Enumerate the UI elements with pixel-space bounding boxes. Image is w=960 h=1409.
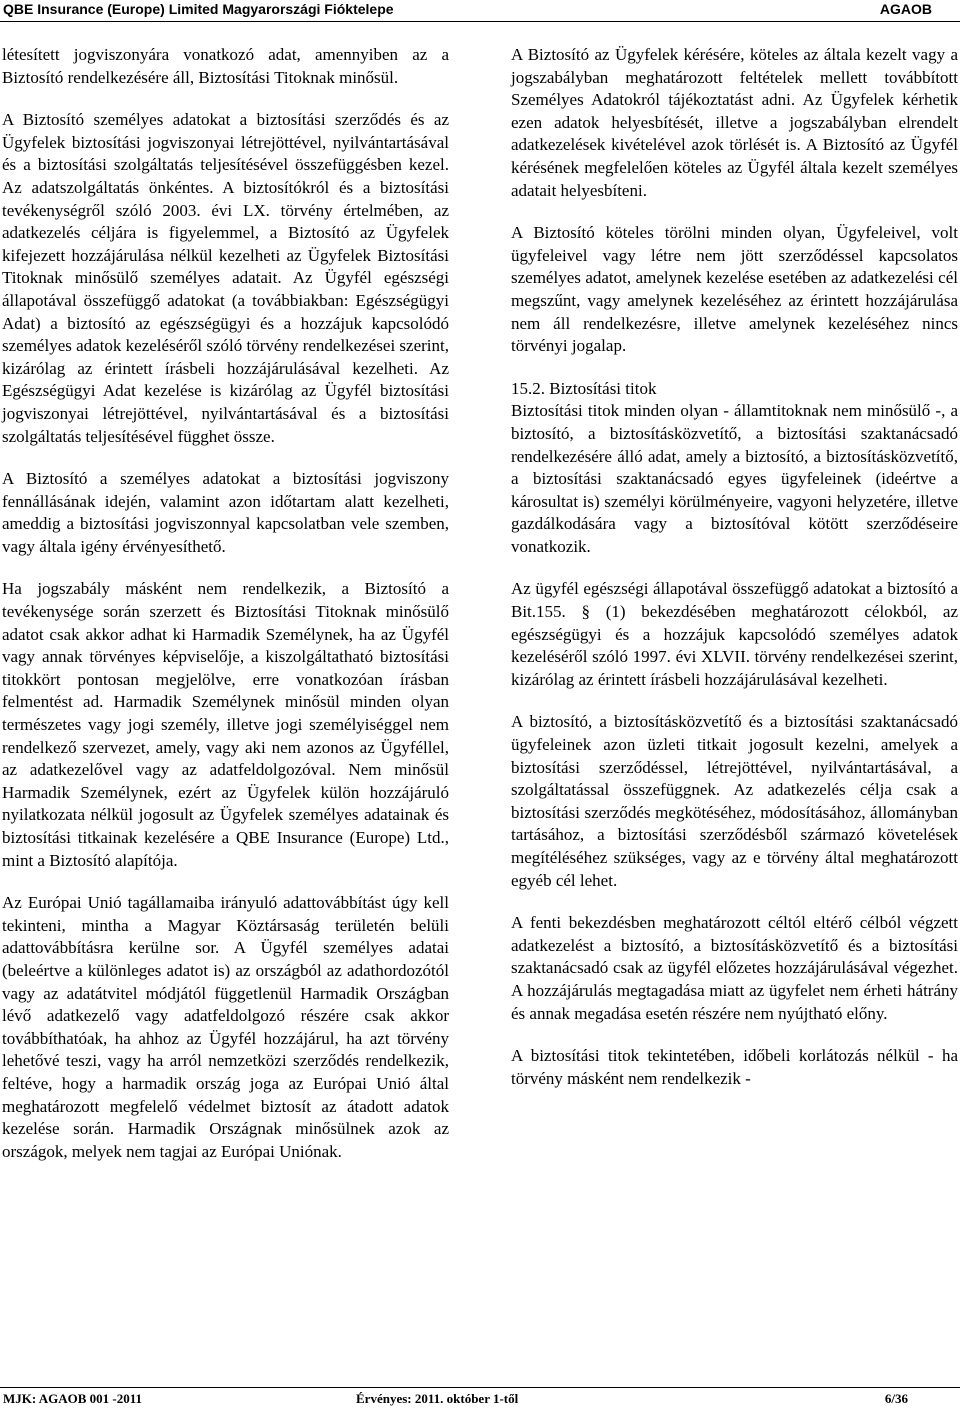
paragraph: A Biztosító a személyes adatokat a biztosítási jogviszony fennállásának idején, valamint azon időtartam alatt kezelheti, ameddig a biztosítási jogviszonnyal kapcsolatban vele szemben, vagy általa igény érvényesíthető. (2, 469, 449, 556)
paragraph: A fenti bekezdésben meghatározott céltól eltérő célból végzett adatkezelést a biztosító, a biztosításközvetítő és a biztosítási szaktanácsadó csak az ügyfél előzetes hozzájárulásával végezhet. A hozzájárulás megtagadása miatt az ügyfelet nem érheti hátrány és annak megadása esetén részére nem nyújtható előny. (511, 913, 958, 1023)
paragraph: Ha jogszabály másként nem rendelkezik, a Biztosító a tevékenysége során szerzett és Biztosítási Titoknak minősülő adatot csak akkor adhat ki Harmadik Személynek, ha az Ügyfél vagy annak törvényes képviselője, a kiszolgáltatható biztosítási titokkört pontosan megjelölve, erre vonatkozóan írásban felmentést ad. Harmadik Személynek minősül minden olyan természetes vagy jogi személy, illetve jogi személyiséggel nem rendelkező szervezet, amely, vagy aki nem azonos az Ügyféllel, az adatkezelővel vagy az adatfeldolgozóval. Nem minősül Harmadik Személynek, ezért az Ügyfelek külön hozzájáruló nyilatkozata nélkül jogosult az Ügyfelek személyes adatainak és biztosítási titkainak kezelésére a QBE Insurance (Europe) Ltd., mint a Biztosító alapítója. (2, 579, 449, 870)
paragraph: A biztosító, a biztosításközvetítő és a biztosítási szaktanácsadó ügyfeleinek azon üzleti titkait jogosult kezelni, amelyek a biztosítási szerződéssel, létrejöttével, nyilvántartásával, a szolgáltatással összefüggnek. Az adatkezelés célja csak a biztosítási szerződés megkötéséhez, módosításához, állományban tartásához, a biztosítási szerződésből származó követelések megítéléséhez szükséges, vagy az e törvény által meghatározott egyéb cél lehet. (511, 712, 958, 890)
section-heading: 15.2. Biztosítási titok (511, 378, 657, 398)
paragraph: Biztosítási titok minden olyan - államtitoknak nem minősülő -, a biztosító, a biztosításközvetítő, a biztosítási szaktanácsadó rendelkezésére álló adat, amely a biztosító, a biztosításközvetítő, a biztosítási szaktanácsadó egyes ügyfeleinek (ideértve a károsultat is) személyi körülményeire, vagyoni helyzetére, illetve gazdálkodására vagy a biztosítóval kötött szerződéseire vonatkozik. (511, 401, 958, 556)
footer-page-number: 6/36 (884, 1391, 908, 1406)
paragraph: létesített jogviszonyára vonatkozó adat, amennyiben az a Biztosító rendelkezésére áll, Biztosítási Titoknak minősül. (2, 45, 449, 87)
paragraph: A Biztosító köteles törölni minden olyan, Ügyfeleivel, volt ügyfeleivel vagy létre nem jött szerződéssel kapcsolatos személyes adatot, amelynek kezelése esetében az adatkezelési cél megszűnt, vagy amelynek kezeléséhez az érintett hozzájárulása nem áll rendelkezésre, illetve amelynek kezeléséhez nincs törvényi jogalap. (511, 223, 958, 356)
right-column (511, 44, 958, 1090)
footer-validity-date: Érvényes: 2011. október 1-től (356, 1391, 519, 1406)
paragraph: A Biztosító az Ügyfelek kérésére, köteles az általa kezelt vagy a jogszabályban meghatározott feltételek mellett továbbított Személyes Adatokról tájékoztatást adni. Az Ügyfelek kérhetik ezen adatok helyesbítését, illetve a jogszabályban elrendelt adatkezelések kivételével azok törlését is. A Biztosító az Ügyfél kérésének megfelelően köteles az Ügyfél általa kezelt személyes adatait helyesbíteni. (511, 45, 958, 200)
paragraph: A biztosítási titok tekintetében, időbeli korlátozás nélkül - ha törvény másként nem rendelkezik - (511, 1046, 958, 1088)
page-footer (0, 1387, 960, 1409)
paragraph: Az Európai Unió tagállamaiba irányuló adattovábbítást úgy kell tekinteni, mintha a Magyar Köztársaság területén belüli adattovábbításra kerülne sor. A Ügyfél személyes adatai (beleértve a különleges adatot is) az országból az adathordozótól vagy az adatátvitel módjától függetlenül Harmadik Országban lévő adatkezelő vagy adatfeldolgozó részére csak akkor továbbíthatóak, ha ahhoz az Ügyfél hozzájárul, ha azt törvény lehetővé teszi, vagy ha arról nemzetközi szerződés rendelkezik, feltéve, hogy a harmadik ország joga az Európai Unió által meghatározott megfelelő védelmet biztosít az átadott adatok kezelése során. Harmadik Országnak minősülnek azok az országok, melyek nem tagjai az Európai Uniónak. (2, 893, 449, 1161)
left-column (2, 44, 449, 1163)
page-header (0, 0, 960, 22)
footer-document-id: MJK: AGAOB 001 -2011 (3, 1391, 143, 1406)
header-company-name: QBE Insurance (Europe) Limited Magyarországi Fióktelepe (3, 1, 394, 17)
paragraph: A Biztosító személyes adatokat a biztosítási szerződés és az Ügyfelek biztosítási jogviszonyai létrejöttével, nyilvántartásával és a biztosítási szolgáltatás teljesítésével összefüggésben kezel. Az adatszolgáltatás önkéntes. A biztosítókról és a biztosítási tevékenységről szóló 2003. évi LX. törvény értelmében, az adatkezelés céljára is figyelemmel, a Biztosító az Ügyfelek kifejezett hozzájárulása nélkül kezelheti az Ügyfelek Biztosítási Titoknak minősülő személyes adatait. Az Ügyfél egészségi állapotával összefüggő adatokat (a továbbiakban: Egészségügyi Adat) a biztosító az egészségügyi és a hozzájuk kapcsolódó személyes adatok kezeléséről szóló törvény rendelkezései szerint, kizárólag az érintett írásbeli hozzájárulásával kezelheti. Az Egészségügyi Adat kezelése is kizárólag az Ügyfél biztosítási jogviszonyai létrejöttével, nyilvántartásával és a biztosítási szolgáltatás teljesítésével függhet össze. (2, 110, 449, 446)
header-document-code: AGAOB (879, 1, 932, 17)
paragraph: Az ügyfél egészségi állapotával összefüggő adatokat a biztosító a Bit.155. § (1) bekezdésében meghatározott célokból, az egészségügyi és a hozzájuk kapcsolódó személyes adatok kezeléséről szóló 1997. évi XLVII. törvény rendelkezései szerint, kizárólag az érintett írásbeli hozzájárulásával kezelheti. (511, 579, 958, 689)
